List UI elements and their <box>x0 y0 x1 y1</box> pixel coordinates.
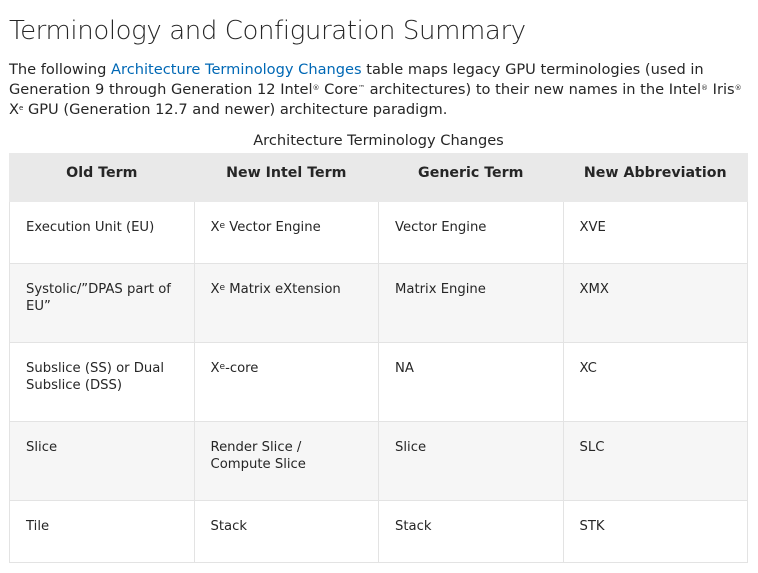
cell-abbreviation: STK <box>563 501 748 563</box>
header-new-intel-term: New Intel Term <box>194 154 379 202</box>
xe-superscript: e <box>219 362 226 372</box>
cell-generic-term: Slice <box>379 422 564 501</box>
cell-old-term: Tile <box>10 501 195 563</box>
header-new-abbreviation: New Abbreviation <box>563 154 748 202</box>
registered-mark: ® <box>734 84 742 92</box>
cell-new-intel-term <box>194 264 379 343</box>
table-row <box>10 422 748 501</box>
cell-abbreviation: XVE <box>563 202 748 264</box>
xe-superscript: e <box>19 104 24 112</box>
cell-generic-term: Stack <box>379 501 564 563</box>
cell-old-term: Subslice (SS) or Dual Subslice (DSS) <box>10 343 195 422</box>
page-title: Terminology and Configuration Summary <box>9 16 526 46</box>
cell-text: Matrix eXtension <box>225 282 341 297</box>
cell-old-term: Execution Unit (EU) <box>10 202 195 264</box>
cell-new-intel-term: Render Slice / Compute Slice <box>194 422 379 501</box>
cell-generic-term: NA <box>379 343 564 422</box>
cell-abbreviation: SLC <box>563 422 748 501</box>
xe-prefix: X <box>210 282 220 297</box>
xe-superscript: e <box>219 221 226 231</box>
table-caption: Architecture Terminology Changes <box>253 132 504 149</box>
cell-generic-term: Vector Engine <box>379 202 564 264</box>
terminology-table <box>9 153 748 563</box>
intro-text-6: X <box>9 101 19 118</box>
cell-abbreviation: XC <box>563 343 748 422</box>
intro-text-3: Core <box>319 81 358 98</box>
cell-text: Vector Engine <box>225 220 321 235</box>
intro-text-7: GPU (Generation 12.7 and newer) architecture paradigm. <box>23 101 448 118</box>
table-row <box>10 343 748 422</box>
registered-mark: ® <box>701 84 709 92</box>
table-row <box>10 501 748 563</box>
cell-old-term: Slice <box>10 422 195 501</box>
header-old-term: Old Term <box>10 154 195 202</box>
intro-text-5: Iris <box>708 81 735 98</box>
trademark-mark: ™ <box>357 84 365 92</box>
header-generic-term: Generic Term <box>379 154 564 202</box>
cell-new-intel-term <box>194 202 379 264</box>
intro-text-1: The following <box>9 61 112 78</box>
table-row <box>10 202 748 264</box>
cell-old-term: Systolic/”DPAS part of EU” <box>10 264 195 343</box>
cell-abbreviation: XMX <box>563 264 748 343</box>
intro-paragraph <box>9 60 749 120</box>
registered-mark: ® <box>312 84 320 92</box>
table-header-row <box>10 154 748 202</box>
xe-prefix: X <box>210 361 220 376</box>
intro-text-4: architectures) to their new names in the Intel <box>364 81 702 98</box>
cell-text: -core <box>225 361 259 376</box>
xe-superscript: e <box>219 283 226 293</box>
cell-generic-term: Matrix Engine <box>379 264 564 343</box>
cell-new-intel-term: Stack <box>194 501 379 563</box>
architecture-terminology-changes-link[interactable]: Architecture Terminology Changes <box>111 61 362 78</box>
xe-prefix: X <box>210 220 220 235</box>
table-row <box>10 264 748 343</box>
cell-new-intel-term <box>194 343 379 422</box>
intro-text-2: table maps legacy GPU terminologies (used in Generation 9 through Generation 12 Intel <box>9 61 704 98</box>
